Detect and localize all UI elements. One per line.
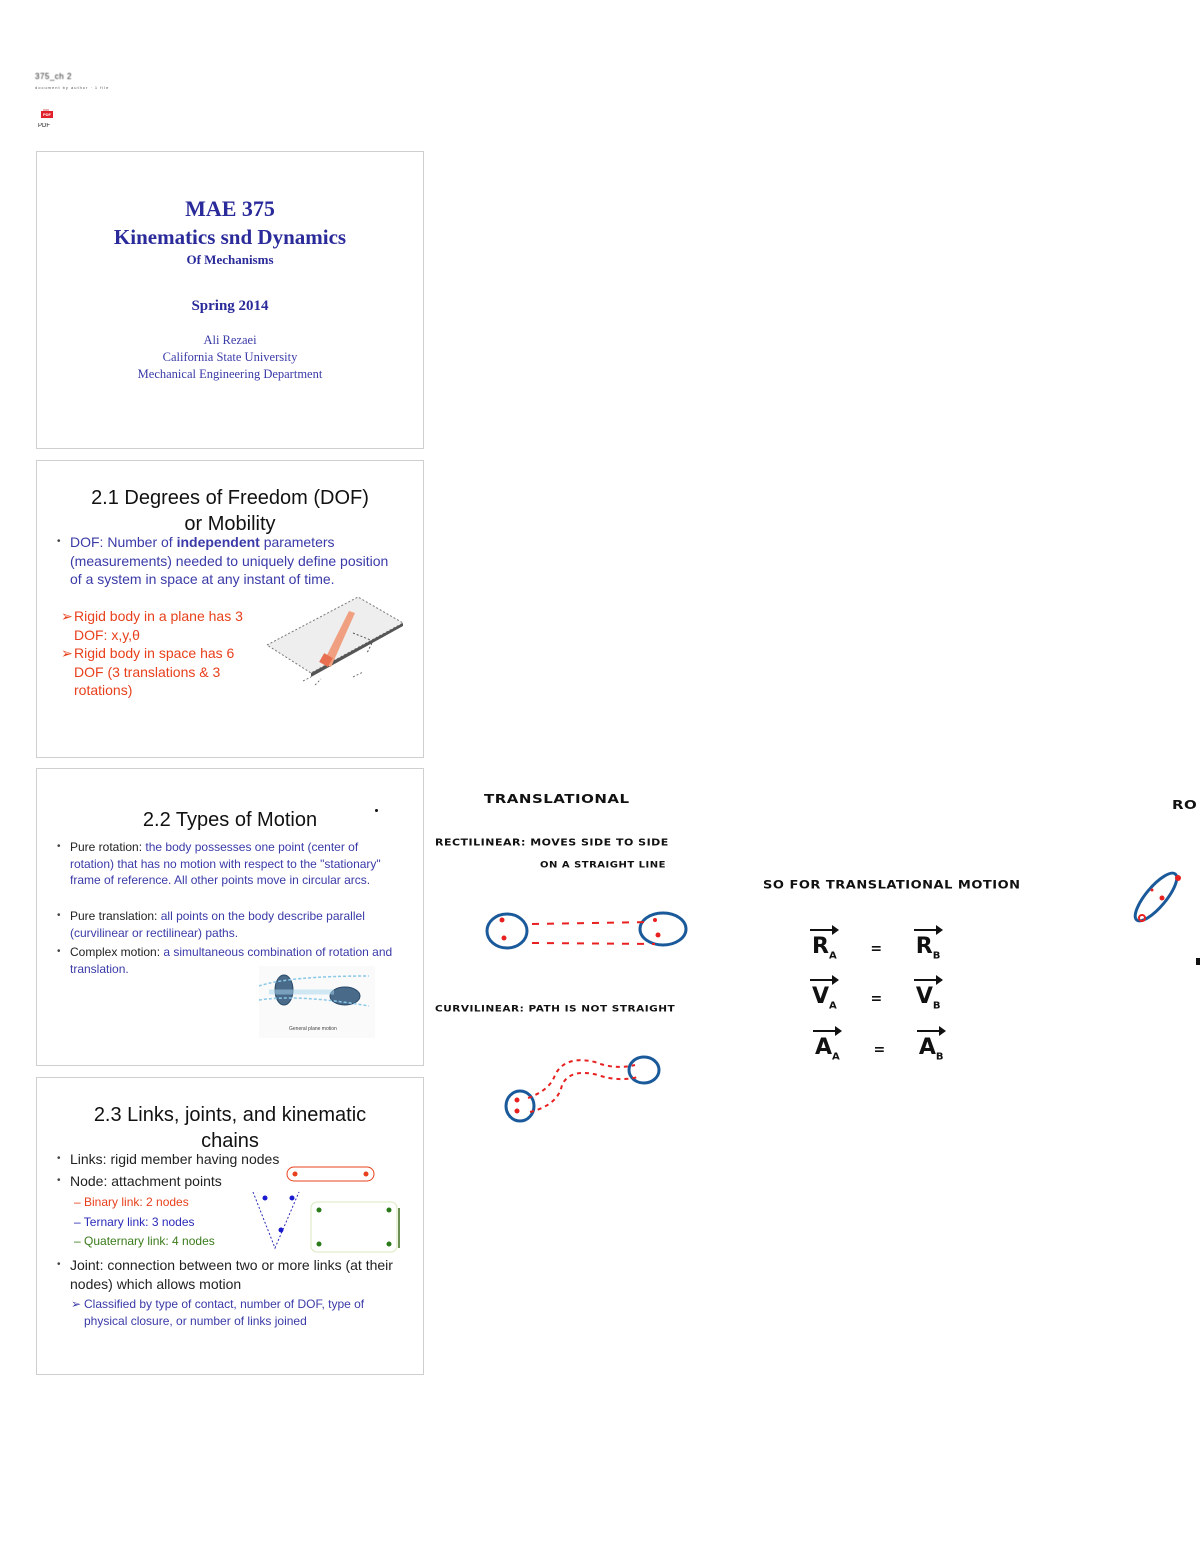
- slide-title: 2.3 Links, joints, and kinematic: [93, 1104, 367, 1126]
- pdf-file-icon[interactable]: PDF: [41, 109, 53, 119]
- sub-bullet-plane: ➢ Rigid body in a plane has 3 DOF: x,y,θ: [61, 608, 243, 643]
- bullet-pure-rotation: • Pure rotation: the body possesses one point (center of rotation) that has no motion with respect to the "stationary" frame of reference. All other points move in circular arcs.: [57, 840, 381, 887]
- document-title: 375_ch 2: [35, 72, 72, 81]
- slide-title: 2.1 Degrees of Freedom (DOF): [91, 487, 369, 509]
- ternary-link-label: – Ternary link: 3 nodes: [74, 1215, 195, 1229]
- quaternary-link-label: – Quaternary link: 4 nodes: [74, 1234, 215, 1248]
- bullet-complex-motion: • Complex motion: a simultaneous combination of rotation and translation.: [57, 945, 393, 976]
- equation-velocity: $V_A = V_B$: [812, 984, 941, 1012]
- author: Ali Rezaei: [203, 333, 257, 347]
- bullet-node: • Node: attachment points: [57, 1173, 222, 1189]
- sub-bullet-classified: ➢ Classified by type of contact, number of DOF, type of physical closure, or number of links joined: [71, 1297, 365, 1328]
- institution: California State University: [162, 350, 298, 364]
- course-name-2: Of Mechanisms: [186, 252, 274, 267]
- term: Spring 2014: [191, 298, 269, 314]
- slide-title-2: or Mobility: [184, 513, 276, 535]
- bullet-joint: • Joint: connection between two or more links (at their nodes) which allows motion: [57, 1257, 393, 1292]
- bullet-links: • Links: rigid member having nodes: [57, 1151, 280, 1167]
- rotation-sketch: [1130, 868, 1190, 930]
- plane-motion-figure: General plane motion: [259, 966, 375, 1038]
- equation-position: $R_A = R_B$: [812, 934, 941, 962]
- equation-acceleration: $A_A = A_B$: [815, 1035, 944, 1063]
- file-label[interactable]: PDF: [38, 123, 50, 129]
- binary-link-label: – Binary link: 2 nodes: [74, 1195, 189, 1209]
- note-curvilinear: CURVILINEAR: PATH IS NOT STRAIGHT: [435, 1003, 676, 1015]
- rigid-body-plane-figure: [263, 593, 408, 693]
- slide-title-2: chains: [201, 1130, 259, 1152]
- slide-title-page: [36, 151, 424, 449]
- note-so-for: SO FOR TRANSLATIONAL MOTION: [763, 879, 1021, 892]
- curvilinear-sketch: [500, 1050, 670, 1130]
- bullet-pure-translation: • Pure translation: all points on the body describe parallel (curvilinear or rectilinear) paths.: [57, 909, 365, 940]
- note-rotational-heading: RO: [1172, 797, 1198, 813]
- course-name: Kinematics snd Dynamics: [113, 225, 347, 249]
- document-subtitle: document by author · 1 file: [35, 85, 110, 90]
- link-types-diagram: [249, 1164, 419, 1254]
- slide-links-joints: [36, 1077, 424, 1375]
- note-rectilinear: RECTILINEAR: MOVES SIDE TO SIDE: [435, 836, 669, 849]
- course-code: MAE 375: [185, 196, 275, 221]
- department: Mechanical Engineering Department: [137, 367, 323, 381]
- bullet-dof: • DOF: Number of independent parameters (measurements) needed to uniquely define position of a system in space at any instant of time.: [57, 534, 389, 587]
- note-rectilinear-2: ON A STRAIGHT LINE: [540, 860, 666, 871]
- slide-types-of-motion: [36, 768, 424, 1066]
- sub-bullet-space: ➢ Rigid body in space has 6 DOF (3 translations & 3 rotations): [61, 645, 235, 698]
- stray-dot: [375, 809, 378, 812]
- rectilinear-sketch: [480, 905, 695, 960]
- slide-dof: [36, 460, 424, 758]
- stray-mark: [1196, 958, 1200, 965]
- note-translational-heading: TRANSLATIONAL: [484, 791, 630, 807]
- slide-title: 2.2 Types of Motion: [142, 809, 318, 831]
